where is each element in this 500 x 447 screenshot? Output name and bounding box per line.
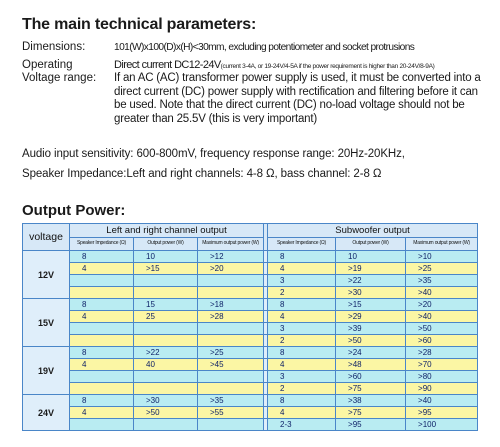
output-power-table-body — [23, 251, 478, 431]
lr-power-cell: >22 — [134, 347, 198, 359]
sub-power-cell: >15 — [336, 299, 406, 311]
table-row — [23, 371, 478, 383]
lr-max-cell: >25 — [198, 347, 264, 359]
sub-power-cell: >75 — [336, 383, 406, 395]
table-row — [23, 323, 478, 335]
sub-impedance-cell: 4 — [268, 311, 336, 323]
lr-impedance-cell — [70, 419, 134, 431]
sub-max-cell: >95 — [406, 407, 478, 419]
lr-max-cell — [198, 323, 264, 335]
sub-power-cell: 10 — [336, 251, 406, 263]
sub-power-cell: >24 — [336, 347, 406, 359]
sub-max-cell: >80 — [406, 371, 478, 383]
operating-paragraph: If an AC (AC) transformer power supply is used, it must be converted into a direct current (DC) power supply with rectification and filtering before it can be used. Note that the direct current (DC) no-load voltage should not be greater than 25.5V (this is very important) — [114, 72, 481, 126]
sub-power-cell: >19 — [336, 263, 406, 275]
lr-max-cell — [198, 419, 264, 431]
sub-impedance-cell: 8 — [268, 395, 336, 407]
lr-power-cell — [134, 287, 198, 299]
sub-power-cell: >22 — [336, 275, 406, 287]
lr-impedance-cell: 8 — [70, 347, 134, 359]
table-row — [23, 263, 478, 275]
table-row — [23, 407, 478, 419]
table-row — [23, 395, 478, 407]
lr-power-cell: 40 — [134, 359, 198, 371]
lr-max-cell: >55 — [198, 407, 264, 419]
table-row — [23, 275, 478, 287]
header-sub-impedance: Speaker Impedance (Ω) — [268, 238, 336, 251]
sub-power-cell: >75 — [336, 407, 406, 419]
table-row — [23, 383, 478, 395]
sub-impedance-cell: 2 — [268, 287, 336, 299]
sub-max-cell: >28 — [406, 347, 478, 359]
output-power-table — [22, 223, 478, 431]
lr-max-cell — [198, 287, 264, 299]
lr-impedance-cell: 8 — [70, 299, 134, 311]
lr-max-cell: >20 — [198, 263, 264, 275]
header-sub-max: Maximum output power (W) — [406, 238, 478, 251]
sub-power-cell: >50 — [336, 335, 406, 347]
sub-max-cell: >40 — [406, 287, 478, 299]
lr-power-cell: 15 — [134, 299, 198, 311]
sub-impedance-cell: 4 — [268, 359, 336, 371]
lr-impedance-cell — [70, 287, 134, 299]
lr-impedance-cell — [70, 371, 134, 383]
lr-power-cell: 25 — [134, 311, 198, 323]
sub-power-cell: >38 — [336, 395, 406, 407]
lr-max-cell — [198, 275, 264, 287]
table-row — [23, 251, 478, 263]
sub-power-cell: >48 — [336, 359, 406, 371]
sub-max-cell: >40 — [406, 311, 478, 323]
header-lr-max: Maximum output power (W) — [198, 238, 264, 251]
sub-power-cell: >60 — [336, 371, 406, 383]
sub-power-cell: >39 — [336, 323, 406, 335]
lr-impedance-cell: 8 — [70, 395, 134, 407]
lr-power-cell: >50 — [134, 407, 198, 419]
table-row — [23, 347, 478, 359]
lr-power-cell — [134, 335, 198, 347]
sub-max-cell: >35 — [406, 275, 478, 287]
operating-label: Operating — [22, 59, 73, 71]
lr-max-cell: >28 — [198, 311, 264, 323]
voltage-cell: 19V — [23, 347, 70, 395]
sub-power-cell: >95 — [336, 419, 406, 431]
sub-max-cell: >60 — [406, 335, 478, 347]
lr-power-cell — [134, 419, 198, 431]
lr-power-cell: >15 — [134, 263, 198, 275]
lr-impedance-cell: 4 — [70, 407, 134, 419]
sub-max-cell: >100 — [406, 419, 478, 431]
lr-max-cell — [198, 371, 264, 383]
header-sub-power: Output power (W) — [336, 238, 406, 251]
lr-max-cell: >12 — [198, 251, 264, 263]
lr-power-cell: >30 — [134, 395, 198, 407]
lr-max-cell: >45 — [198, 359, 264, 371]
lr-power-cell — [134, 371, 198, 383]
voltage-cell: 12V — [23, 251, 70, 299]
sub-max-cell: >90 — [406, 383, 478, 395]
speaker-impedance: Speaker Impedance:Left and right channels: 4-8 Ω, bass channel: 2-8 Ω — [22, 168, 382, 180]
sub-power-cell: >30 — [336, 287, 406, 299]
header-subwoofer: Subwoofer output — [268, 224, 478, 238]
header-lr-impedance: Speaker Impedance (Ω) — [70, 238, 134, 251]
lr-max-cell — [198, 383, 264, 395]
lr-max-cell: >18 — [198, 299, 264, 311]
voltage-cell: 24V — [23, 395, 70, 431]
audio-sensitivity: Audio input sensitivity: 600-800mV, frequency response range: 20Hz-20KHz, — [22, 148, 405, 160]
sub-impedance-cell: 2 — [268, 383, 336, 395]
voltage-cell: 15V — [23, 299, 70, 347]
sub-max-cell: >70 — [406, 359, 478, 371]
lr-impedance-cell: 4 — [70, 359, 134, 371]
sub-impedance-cell: 3 — [268, 275, 336, 287]
lr-power-cell — [134, 323, 198, 335]
lr-impedance-cell: 4 — [70, 311, 134, 323]
lr-impedance-cell — [70, 383, 134, 395]
lr-max-cell: >35 — [198, 395, 264, 407]
sub-max-cell: >10 — [406, 251, 478, 263]
sub-impedance-cell: 4 — [268, 407, 336, 419]
sub-max-cell: >40 — [406, 395, 478, 407]
sub-impedance-cell: 8 — [268, 251, 336, 263]
sub-max-cell: >25 — [406, 263, 478, 275]
dimensions-label: Dimensions: — [22, 41, 86, 53]
output-power-title: Output Power: — [22, 202, 126, 219]
sub-impedance-cell: 4 — [268, 263, 336, 275]
lr-impedance-cell: 4 — [70, 263, 134, 275]
table-row — [23, 335, 478, 347]
sub-max-cell: >20 — [406, 299, 478, 311]
header-voltage: voltage — [23, 224, 70, 251]
table-row — [23, 359, 478, 371]
dimensions-value: 101(W)x100(D)x(H)<30mm, excluding potentiometer and socket protrusions — [114, 42, 415, 53]
dimensions-line — [22, 40, 414, 55]
lr-power-cell — [134, 275, 198, 287]
sub-impedance-cell: 3 — [268, 371, 336, 383]
lr-impedance-cell — [70, 335, 134, 347]
lr-max-cell — [198, 335, 264, 347]
sub-impedance-cell: 8 — [268, 299, 336, 311]
sub-impedance-cell: 3 — [268, 323, 336, 335]
table-row — [23, 311, 478, 323]
sub-power-cell: >29 — [336, 311, 406, 323]
sub-impedance-cell: 2 — [268, 335, 336, 347]
table-row — [23, 419, 478, 431]
lr-impedance-cell: 8 — [70, 251, 134, 263]
voltage-range-label: Voltage range: — [22, 72, 97, 84]
page-title: The main technical parameters: — [22, 16, 257, 33]
sub-impedance-cell: 2-3 — [268, 419, 336, 431]
lr-power-cell — [134, 383, 198, 395]
lr-impedance-cell — [70, 275, 134, 287]
operating-note: (current 3-4A, or 19-24V/4-5A if the power requirement is higher than 20-24V/8-9A) — [220, 63, 435, 70]
lr-power-cell: 10 — [134, 251, 198, 263]
table-row — [23, 287, 478, 299]
table-row — [23, 299, 478, 311]
sub-max-cell: >50 — [406, 323, 478, 335]
lr-impedance-cell — [70, 323, 134, 335]
header-left-right: Left and right channel output — [70, 224, 264, 238]
sub-impedance-cell: 8 — [268, 347, 336, 359]
header-lr-power: Output power (W) — [134, 238, 198, 251]
operating-main: Direct current DC12-24V — [114, 59, 221, 71]
